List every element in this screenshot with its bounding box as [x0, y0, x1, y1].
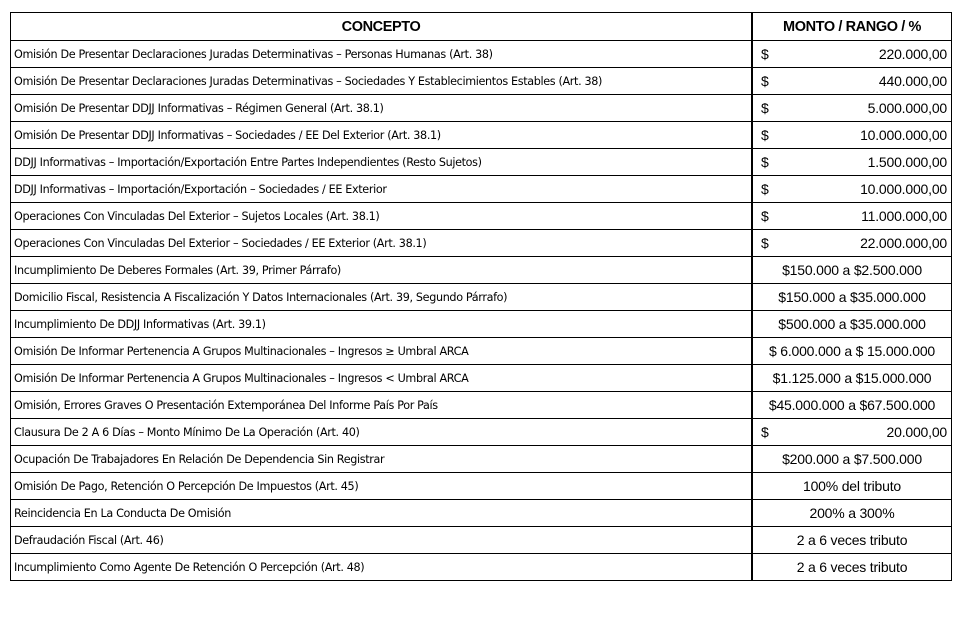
concept-cell: Ocupación De Trabajadores En Relación De Dependencia Sin Registrar: [11, 446, 753, 473]
table-row: [11, 419, 952, 446]
table-row: [11, 446, 952, 473]
table-header-row: [11, 13, 952, 41]
amount-cell: [752, 338, 952, 365]
table-row: [11, 257, 952, 284]
amount-cell: [752, 446, 952, 473]
amount-cell: [752, 68, 952, 95]
table-row: [11, 284, 952, 311]
concept-cell: Domicilio Fiscal, Resistencia A Fiscalización Y Datos Internacionales (Art. 39, Segundo Párrafo): [11, 284, 753, 311]
money-value: [753, 154, 951, 170]
amount-cell: [752, 284, 952, 311]
range-value: $1.125.000 a $15.000.000: [772, 370, 932, 386]
concept-cell: Operaciones Con Vinculadas Del Exterior – Sujetos Locales (Art. 38.1): [11, 203, 753, 230]
concept-cell: Omisión De Presentar DDJJ Informativas – Régimen General (Art. 38.1): [11, 95, 753, 122]
money-value: [753, 235, 951, 251]
currency-symbol: $: [761, 154, 769, 170]
amount-column-header: MONTO / RANGO / %: [752, 13, 952, 41]
table-row: [11, 41, 952, 68]
range-value: 2 a 6 veces tributo: [796, 559, 908, 575]
range-value: $ 6.000.000 a $ 15.000.000: [768, 343, 936, 359]
range-value: $150.000 a $2.500.000: [782, 262, 922, 278]
table-row: [11, 203, 952, 230]
currency-symbol: $: [761, 46, 769, 62]
amount-value: 11.000.000,00: [861, 208, 947, 224]
amount-cell: [752, 392, 952, 419]
table-row: [11, 365, 952, 392]
amount-value: 10.000.000,00: [860, 181, 947, 197]
money-value: [753, 181, 951, 197]
amount-value: 20.000,00: [886, 424, 947, 440]
currency-symbol: $: [761, 73, 769, 89]
money-value: [753, 100, 951, 116]
concept-column-header: CONCEPTO: [11, 13, 753, 41]
table-row: [11, 554, 952, 581]
table-row: [11, 311, 952, 338]
concept-cell: Omisión De Pago, Retención O Percepción De Impuestos (Art. 45): [11, 473, 753, 500]
amount-cell: [752, 554, 952, 581]
amount-cell: [752, 95, 952, 122]
currency-symbol: $: [761, 235, 769, 251]
concept-cell: DDJJ Informativas – Importación/Exportación Entre Partes Independientes (Resto Sujetos): [11, 149, 753, 176]
table-row: [11, 149, 952, 176]
table-row: [11, 500, 952, 527]
amount-cell: [752, 419, 952, 446]
amount-cell: [752, 527, 952, 554]
amount-cell: [752, 257, 952, 284]
amount-cell: [752, 311, 952, 338]
amount-cell: [752, 122, 952, 149]
concept-cell: Omisión, Errores Graves O Presentación Extemporánea Del Informe País Por País: [11, 392, 753, 419]
range-value: $150.000 a $35.000.000: [778, 289, 926, 305]
concept-cell: Omisión De Presentar Declaraciones Juradas Determinativas – Personas Humanas (Art. 38): [11, 41, 753, 68]
currency-symbol: $: [761, 208, 769, 224]
concept-cell: Incumplimiento Como Agente De Retención O Percepción (Art. 48): [11, 554, 753, 581]
range-value: $45.000.000 a $67.500.000: [768, 397, 936, 413]
concept-cell: Clausura De 2 A 6 Días – Monto Mínimo De La Operación (Art. 40): [11, 419, 753, 446]
money-value: [753, 73, 951, 89]
range-value: 100% del tributo: [803, 478, 901, 494]
amount-value: 5.000.000,00: [867, 100, 947, 116]
range-value: $200.000 a $7.500.000: [782, 451, 922, 467]
range-value: 2 a 6 veces tributo: [796, 532, 908, 548]
concept-cell: Omisión De Informar Pertenencia A Grupos Multinacionales – Ingresos ≥ Umbral ARCA: [11, 338, 753, 365]
concept-cell: DDJJ Informativas – Importación/Exportación – Sociedades / EE Exterior: [11, 176, 753, 203]
amount-value: 1.500.000,00: [867, 154, 947, 170]
currency-symbol: $: [761, 181, 769, 197]
concept-cell: Defraudación Fiscal (Art. 46): [11, 527, 753, 554]
table-row: [11, 473, 952, 500]
concept-cell: Omisión De Presentar Declaraciones Juradas Determinativas – Sociedades Y Establecimientos Estables (Art. 38): [11, 68, 753, 95]
table-body: [11, 41, 952, 581]
penalties-table: [10, 12, 952, 581]
concept-cell: Operaciones Con Vinculadas Del Exterior – Sociedades / EE Exterior (Art. 38.1): [11, 230, 753, 257]
concept-cell: Omisión De Informar Pertenencia A Grupos Multinacionales – Ingresos < Umbral ARCA: [11, 365, 753, 392]
amount-cell: [752, 41, 952, 68]
table-row: [11, 122, 952, 149]
table-row: [11, 527, 952, 554]
concept-cell: Incumplimiento De DDJJ Informativas (Art. 39.1): [11, 311, 753, 338]
amount-cell: [752, 203, 952, 230]
range-value: 200% a 300%: [809, 505, 895, 521]
penalties-table-container: [10, 12, 952, 581]
concept-cell: Omisión De Presentar DDJJ Informativas – Sociedades / EE Del Exterior (Art. 38.1): [11, 122, 753, 149]
amount-cell: [752, 473, 952, 500]
money-value: [753, 127, 951, 143]
amount-value: 22.000.000,00: [860, 235, 947, 251]
currency-symbol: $: [761, 127, 769, 143]
range-value: $500.000 a $35.000.000: [778, 316, 926, 332]
money-value: [753, 46, 951, 62]
amount-cell: [752, 500, 952, 527]
amount-value: 440.000,00: [878, 73, 947, 89]
table-row: [11, 338, 952, 365]
table-row: [11, 68, 952, 95]
concept-cell: Incumplimiento De Deberes Formales (Art. 39, Primer Párrafo): [11, 257, 753, 284]
amount-value: 220.000,00: [878, 46, 947, 62]
amount-cell: [752, 149, 952, 176]
table-row: [11, 230, 952, 257]
amount-cell: [752, 176, 952, 203]
money-value: [753, 208, 951, 224]
money-value: [753, 424, 951, 440]
amount-value: 10.000.000,00: [860, 127, 947, 143]
amount-cell: [752, 230, 952, 257]
currency-symbol: $: [761, 424, 769, 440]
concept-cell: Reincidencia En La Conducta De Omisión: [11, 500, 753, 527]
table-row: [11, 176, 952, 203]
table-row: [11, 392, 952, 419]
amount-cell: [752, 365, 952, 392]
currency-symbol: $: [761, 100, 769, 116]
table-row: [11, 95, 952, 122]
